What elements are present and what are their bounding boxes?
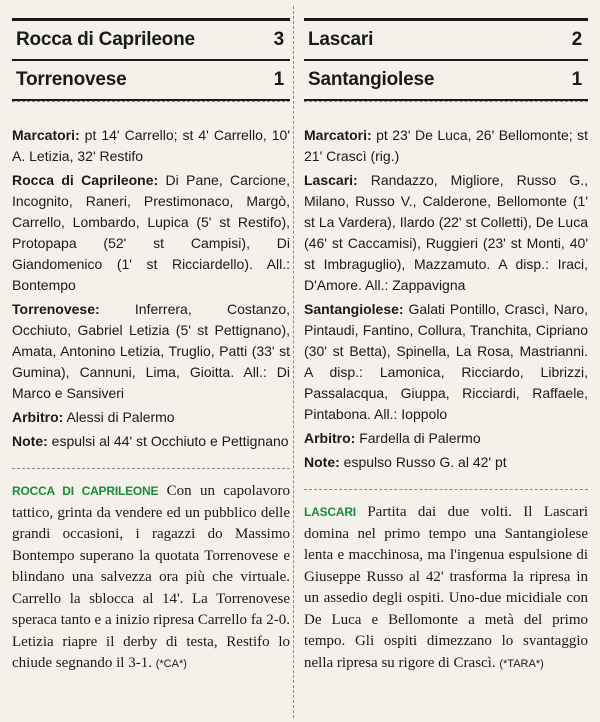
match-comment — [304, 502, 588, 675]
away-team-score: 1 — [571, 69, 582, 90]
notes — [12, 431, 290, 452]
home-lineup — [304, 170, 588, 296]
comment-byline: (*TARA*) — [499, 657, 544, 670]
comment-kicker: ROCCA DI CAPRILEONE — [12, 484, 159, 498]
column-separator — [293, 6, 294, 718]
referee-text: Fardella di Palermo — [355, 430, 481, 446]
divider — [304, 489, 588, 490]
home-lineup — [12, 170, 290, 296]
scorers-text: pt 14' Carrello; st 4' Carrello, 10' A. Letizia, 32' Restifo — [12, 127, 290, 164]
home-team-name: Lascari — [308, 29, 374, 50]
scorers-label: Marcatori: — [12, 127, 80, 143]
referee — [12, 407, 290, 428]
divider — [12, 101, 290, 103]
notes-text: espulsi al 44' st Occhiuto e Pettignano — [47, 433, 289, 449]
away-team-score: 1 — [273, 69, 284, 90]
away-lineup-text: Galati Pontillo, Crascì, Naro, Pintaudi, Fantino, Collura, Tranchita, Cipriano (30' st Betta), Spinella, La Rosa, Mastrianni. A disp.: Lamonica, Ricciardo, Librizzi, Passalacqua, Giuppa, Ricciardi, Raffaele, Pintabona. All.: Ioppolo — [304, 301, 588, 422]
comment-text: Con un capolavoro tattico, grinta da vendere ed un pubblico delle grandi occasioni, i ragazzi do Massimo Bontempo superano la quotata Torrenovese e blindano una salvezza ora più che virtuale. Carrello la sblocca al 14'. La Torrenovese speraca tanto e a inizio ripresa Carrello fa 2-0. Letizia riapre il derby di testa, Restifo lo chiude segnando il 3-1. — [12, 483, 290, 671]
comment-kicker: LASCARI — [304, 505, 356, 519]
home-team-score: 2 — [571, 29, 582, 50]
comment-text: Partita dai due volti. Il Lascari domina nel primo tempo una Santangiolese lenta e macchinosa, ma l'ingenua espulsione di Giuseppe Russo al 42' trasforma la ripresa in un assedio degli ospiti. Uno-due micidiale con De Luca e Bellomonte a metà del primo tempo. Gli ospiti dimezzano lo svantaggio nella ripresa su rigore di Crascì. — [304, 504, 588, 671]
notes-label: Note: — [304, 454, 340, 470]
away-lineup — [12, 299, 290, 404]
match-comment — [12, 481, 290, 676]
match-report-right — [304, 8, 588, 675]
home-team-name: Rocca di Caprileone — [16, 29, 195, 50]
home-team-score: 3 — [273, 29, 284, 50]
referee-label: Arbitro: — [304, 430, 356, 446]
referee — [304, 428, 588, 449]
away-lineup-text: Inferrera, Costanzo, Occhiuto, Gabriel Letizia (5' st Pettignano), Amata, Antonino Letizia, Truglio, Patti (33' st Gumina), Cannuni, Lima, Gioitta. All.: Di Marco e Sansiveri — [12, 301, 290, 401]
tabellino — [12, 125, 290, 452]
tabellino — [304, 125, 588, 473]
comment-byline: (*CA*) — [155, 658, 187, 670]
notes-text: espulso Russo G. al 42' pt — [339, 454, 507, 470]
divider — [12, 468, 290, 469]
home-score-row — [12, 18, 290, 61]
divider — [304, 101, 588, 103]
home-lineup-label: Lascari: — [304, 172, 358, 188]
match-report-left — [12, 8, 290, 676]
home-lineup-label: Rocca di Caprileone: — [12, 172, 159, 188]
home-score-row — [304, 18, 588, 61]
away-team-name: Santangiolese — [308, 69, 435, 90]
away-lineup-label: Santangiolese: — [304, 301, 404, 317]
home-lineup-text: Randazzo, Migliore, Russo G., Milano, Russo V., Calderone, Bellomonte (1' st La Vardera), Ilardo (22' st Colletti), De Luca (46' st Caccamisi), Ruggieri (23' st Monti, 40' st Imbraguglio), Mazzamuto. A disp.: Iraci, D'Amore. All.: Zappavigna — [304, 172, 588, 293]
referee-text: Alessi di Palermo — [63, 409, 175, 425]
scorers — [304, 125, 588, 167]
notes — [304, 452, 588, 473]
home-lineup-text: Di Pane, Carcione, Incognito, Raneri, Prestimonaco, Margò, Carrello, Lombardo, Lupica (5' st Restifo), Protopapa (52' st Campisi), Di Giandomenico (1' st Ricciardello). All.: Bontempo — [12, 172, 290, 293]
away-score-row — [12, 61, 290, 101]
away-score-row — [304, 61, 588, 101]
referee-label: Arbitro: — [12, 409, 64, 425]
notes-label: Note: — [12, 433, 48, 449]
scorers-text: pt 23' De Luca, 26' Bellomonte; st 21' Crascì (rig.) — [304, 127, 588, 164]
scorers-label: Marcatori: — [304, 127, 372, 143]
away-team-name: Torrenovese — [16, 69, 127, 90]
away-lineup-label: Torrenovese: — [12, 301, 100, 317]
scorers — [12, 125, 290, 167]
away-lineup — [304, 299, 588, 425]
